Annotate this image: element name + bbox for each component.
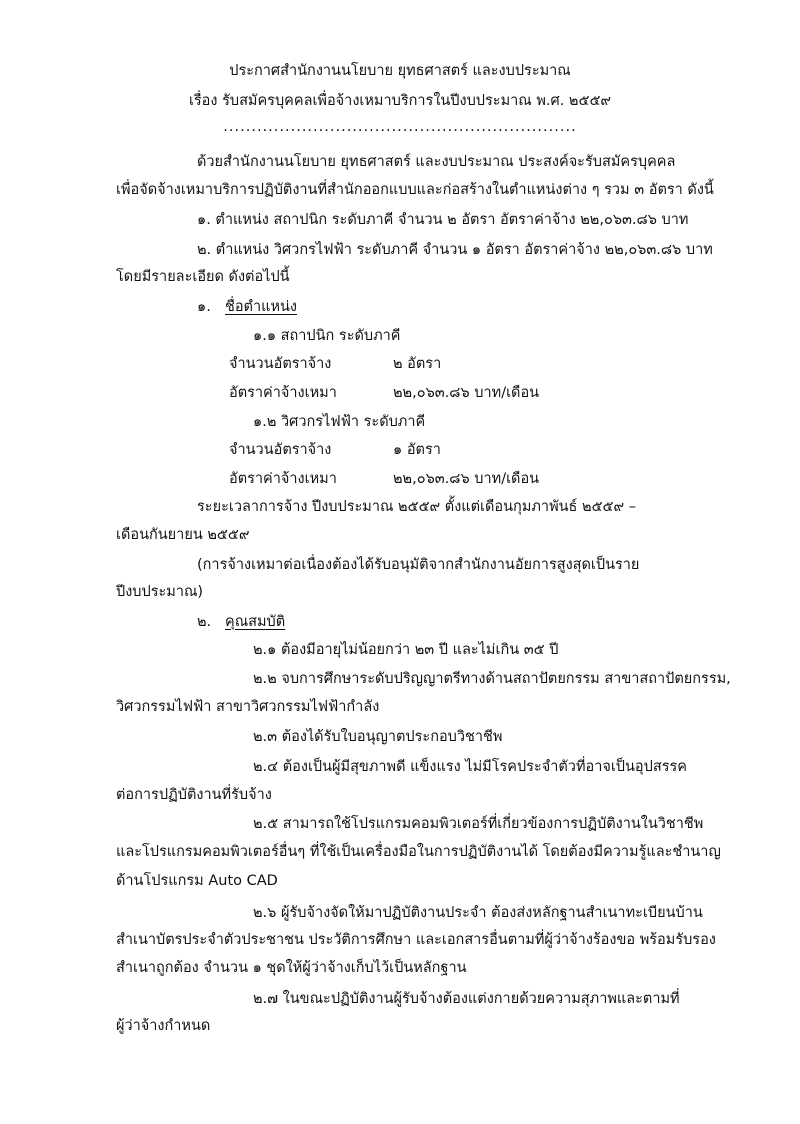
section-2-heading: คุณสมบัติ [225, 614, 286, 630]
announcement-title: ประกาศสำนักงานนโยบาย ยุทธศาสตร์ และงบประมาณ [229, 63, 571, 79]
qualification-2-7-line-1: ๒.๗ ในขณะปฏิบัติงานผู้รับจ้างต้องแต่งกายด้วยความสุภาพและตามที่ [253, 991, 680, 1007]
qualification-2-2-line-2: วิศวกรรมไฟฟ้า สาขาวิศวกรรมไฟฟ้ากำลัง [116, 699, 380, 715]
qualification-2-5-line-1: ๒.๕ สามารถใช้โปรแกรมคอมพิวเตอร์ที่เกี่ยวข้องการปฏิบัติงานในวิชาชีพ [253, 816, 704, 832]
section-1-number: ๑. [197, 299, 211, 315]
section-1-1-rate-value: ๒๒,๐๖๓.๘๖ บาท/เดือน [393, 385, 540, 401]
qualification-2-7-line-2: ผู้ว่าจ้างกำหนด [116, 1018, 211, 1034]
section-1-1-rate-label: อัตราค่าจ้างเหมา [229, 385, 337, 401]
intro-item-2: ๒. ตำแหน่ง วิศวกรไฟฟ้า ระดับภาคี จำนวน ๑ อัตรา อัตราค่าจ้าง ๒๒,๐๖๓.๘๖ บาท [197, 242, 713, 258]
section-1-2-rate-value: ๒๒,๐๖๓.๘๖ บาท/เดือน [393, 471, 540, 487]
qualification-2-4-line-2: ต่อการปฏิบัติงานที่รับจ้าง [116, 787, 272, 803]
intro-line-2: เพื่อจัดจ้างเหมาบริการปฏิบัติงานที่สำนักออกแบบและก่อสร้างในตำแหน่งต่าง ๆ รวม ๓ อัตรา ดังนี้ [116, 182, 714, 198]
qualification-2-6-line-1: ๒.๖ ผู้รับจ้างจัดให้มาปฏิบัติงานประจำ ต้องส่งหลักฐานสำเนาทะเบียนบ้าน [253, 905, 703, 921]
intro-details: โดยมีรายละเอียด ดังต่อไปนี้ [116, 269, 290, 285]
qualification-2-6-line-2: สำเนาบัตรประจำตัวประชาชน ประวัติการศึกษา และเอกสารอื่นตามที่ผู้ว่าจ้างร้องขอ พร้อมรับรอง [116, 932, 716, 948]
qualification-2-2-line-1: ๒.๒ จบการศึกษาระดับปริญญาตรีทางด้านสถาปัตยกรรม สาขาสถาปัตยกรรม, [253, 671, 731, 687]
intro-line-1: ด้วยสำนักงานนโยบาย ยุทธศาสตร์ และงบประมาณ ประสงค์จะรับสมัครบุคคล [197, 154, 676, 170]
continuation-note-line-1: (การจ้างเหมาต่อเนื่องต้องได้รับอนุมัติจากสำนักงานอัยการสูงสุดเป็นราย [197, 557, 640, 573]
qualification-2-4-line-1: ๒.๔ ต้องเป็นผู้มีสุขภาพดี แข็งแรง ไม่มีโรคประจำตัวที่อาจเป็นอุปสรรค [253, 759, 687, 775]
employment-period-line-2: เดือนกันยายน ๒๕๕๙ [116, 527, 250, 543]
section-2-number: ๒. [197, 614, 212, 630]
employment-period-line-1: ระยะเวลาการจ้าง ปีงบประมาณ ๒๕๕๙ ตั้งแต่เดือนกุมภาพันธ์ ๒๕๕๙ – [197, 499, 636, 515]
intro-item-1: ๑. ตำแหน่ง สถาปนิก ระดับภาคี จำนวน ๒ อัตรา อัตราค่าจ้าง ๒๒,๐๖๓.๘๖ บาท [197, 212, 689, 228]
section-1-1-count-label: จำนวนอัตราจ้าง [229, 356, 332, 372]
section-1-2-rate-label: อัตราค่าจ้างเหมา [229, 471, 337, 487]
qualification-2-1: ๒.๑ ต้องมีอายุไม่น้อยกว่า ๒๓ ปี และไม่เกิน ๓๕ ปี [253, 642, 559, 658]
section-1-2-count-value: ๑ อัตรา [393, 442, 441, 458]
qualification-2-3: ๒.๓ ต้องได้รับใบอนุญาตประกอบวิชาชีพ [253, 729, 503, 745]
qualification-2-5-line-2: และโปรแกรมคอมพิวเตอร์อื่นๆ ที่ใช้เป็นเครื่องมือในการปฏิบัติงานได้ โดยต้องมีความรู้และชำนาญ [116, 844, 721, 860]
header-separator: ............................................................... [223, 119, 577, 135]
qualification-2-6-line-3: สำเนาถูกต้อง จำนวน ๑ ชุดให้ผู้ว่าจ้างเก็บไว้เป็นหลักฐาน [116, 960, 467, 976]
section-1-1-count-value: ๒ อัตรา [393, 356, 442, 372]
continuation-note-line-2: ปีงบประมาณ) [116, 584, 204, 600]
section-1-1-title: ๑.๑ สถาปนิก ระดับภาคี [253, 328, 401, 344]
section-1-2-count-label: จำนวนอัตราจ้าง [229, 442, 332, 458]
section-1-heading: ชื่อตำแหน่ง [225, 299, 298, 315]
section-1-2-title: ๑.๒ วิศวกรไฟฟ้า ระดับภาคี [253, 414, 426, 430]
announcement-subject: เรื่อง รับสมัครบุคคลเพื่อจ้างเหมาบริการในปีงบประมาณ พ.ศ. ๒๕๕๙ [188, 93, 612, 109]
qualification-2-5-line-3: ด้านโปรแกรม Auto CAD [116, 873, 278, 889]
